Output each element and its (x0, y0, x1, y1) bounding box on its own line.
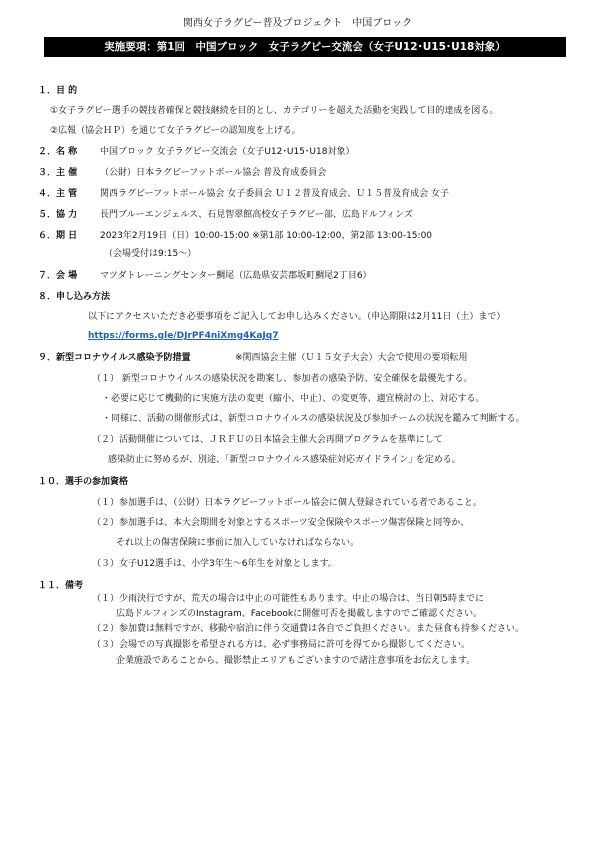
covid-line-1: （１） 新型コロナウイルスの感染状況を勘案し、参加者の感染予防、安全確保を最優先する。 (92, 374, 473, 384)
document-header: 関西女子ラグビー普及プロジェクト 中国ブロック (182, 18, 413, 29)
section-7-label: ７．会 場 (38, 271, 78, 281)
notes-line-3: （２）参加費は無料ですが、移動や宿泊に伴う交通費は各自でご負担ください。また昼食も持参ください。 (92, 624, 525, 634)
section-6-label: ６．期 日 (38, 231, 78, 241)
covid-line-5: 感染防止に努めるが、別途、｢新型コロナウイルス感染症対応ガイドライン｣ を定める。 (108, 455, 461, 465)
section-9-label: ９．新型コロナウイルス感染予防措置 (38, 353, 191, 363)
notes-line-1: （１）少雨決行ですが、荒天の場合は中止の可能性もあります。中止の場合は、当日朝5時までに (92, 594, 485, 604)
notes-line-2: 広島ドルフィンズのInstagram、Facebookに開催可否を掲載しますのでご確認ください。 (116, 609, 483, 619)
eligibility-line-1: （１）参加選手は、（公財）日本ラグビーフットボール協会に個人登録されている者であること。 (92, 498, 482, 508)
section-1-label: １．目 的 (38, 86, 78, 96)
section-2-label: ２．名 称 (38, 147, 78, 157)
section-4-label: ４．主 管 (38, 189, 78, 199)
section-5-value: 長門ブルーエンジェルス、石見智翠館高校女子ラグビー部、広島ドルフィンズ (100, 210, 413, 220)
section-5-label: ５．協 力 (38, 210, 78, 220)
eligibility-line-3: それ以上の傷害保険に事前に加入していなければならない。 (116, 538, 360, 548)
section-10-label: １０．選手の参加資格 (38, 477, 129, 487)
section-7-value: マツダトレーニングセンター鯛尾（広島県安芸郡坂町鯛尾2丁目6） (100, 271, 372, 281)
section-9-note: ※関西協会主催（Ｕ１５女子大会）大会で使用の要項転用 (235, 353, 468, 363)
title-banner: 実施要項：第1回 中国ブロック 女子ラグビー交流会（女子U12･U15･U18対象） (44, 37, 566, 57)
section-8-label: ８．申し込み方法 (38, 292, 111, 302)
eligibility-line-4: （３）女子U12選手は、小学3年生～6年生を対象とします。 (92, 559, 337, 569)
section-3-label: ３．主 催 (38, 168, 78, 178)
section-3-value: （公財）日本ラグビーフットボール協会 普及育成委員会 (100, 168, 327, 178)
application-instructions: 以下にアクセスいただき必要事項をご記入してお申し込みください。（申込期限は2月11日（土）まで） (88, 312, 506, 322)
section-2-value: 中国ブロック 女子ラグビー交流会（女子U12･U15･U18対象） (100, 147, 355, 157)
section-4-value: 関西ラグビーフットボール協会 女子委員会 Ｕ１２普及育成会、Ｕ１５普及育成会 女子 (100, 189, 449, 199)
covid-line-2: ・必要に応じて機動的に実施方法の変更（縮小、中止）、の変更等、適宜検討の上、対応する。 (102, 394, 485, 404)
purpose-line-2: ②広報（協会ＨＰ）を通じて女子ラグビーの認知度を上げる。 (50, 126, 301, 136)
section-6-note: （会場受付は9:15～） (104, 249, 197, 259)
section-11-label: １１．備考 (38, 581, 84, 591)
notes-line-4: （３）会場での写真撮影を希望される方は、必ず事務局に許可を得てから撮影してください。 (92, 640, 471, 650)
section-6-value: 2023年2月19日（日）10:00-15:00 ※第1部 10:00-12:00、第2部 13:00-15:00 (100, 231, 433, 241)
eligibility-line-2: （２）参加選手は、本大会期間を対象とするスポーツ安全保険やスポーツ傷害保険と同等か、 (92, 518, 470, 528)
notes-line-5: 企業施設であることから、撮影禁止エリアもございますので諸注意事項をお伝えします。 (116, 656, 476, 666)
covid-line-4: （２）活動開催については、ＪＲＦＵの日本協会主催大会再開プログラムを基準にして (92, 435, 443, 445)
application-form-link[interactable]: https://forms.gle/DJrPF4niXmg4KaJq7 (88, 331, 279, 341)
purpose-line-1: ①女子ラグビー選手の競技者確保と競技継続を目的とし、カテゴリーを超えた活動を実践して目的達成を図る。 (50, 106, 499, 116)
covid-line-3: ・同様に、活動の開催形式は、新型コロナウイルスの感染状況及び参加チームの状況を鑑みて判断する。 (102, 414, 525, 424)
